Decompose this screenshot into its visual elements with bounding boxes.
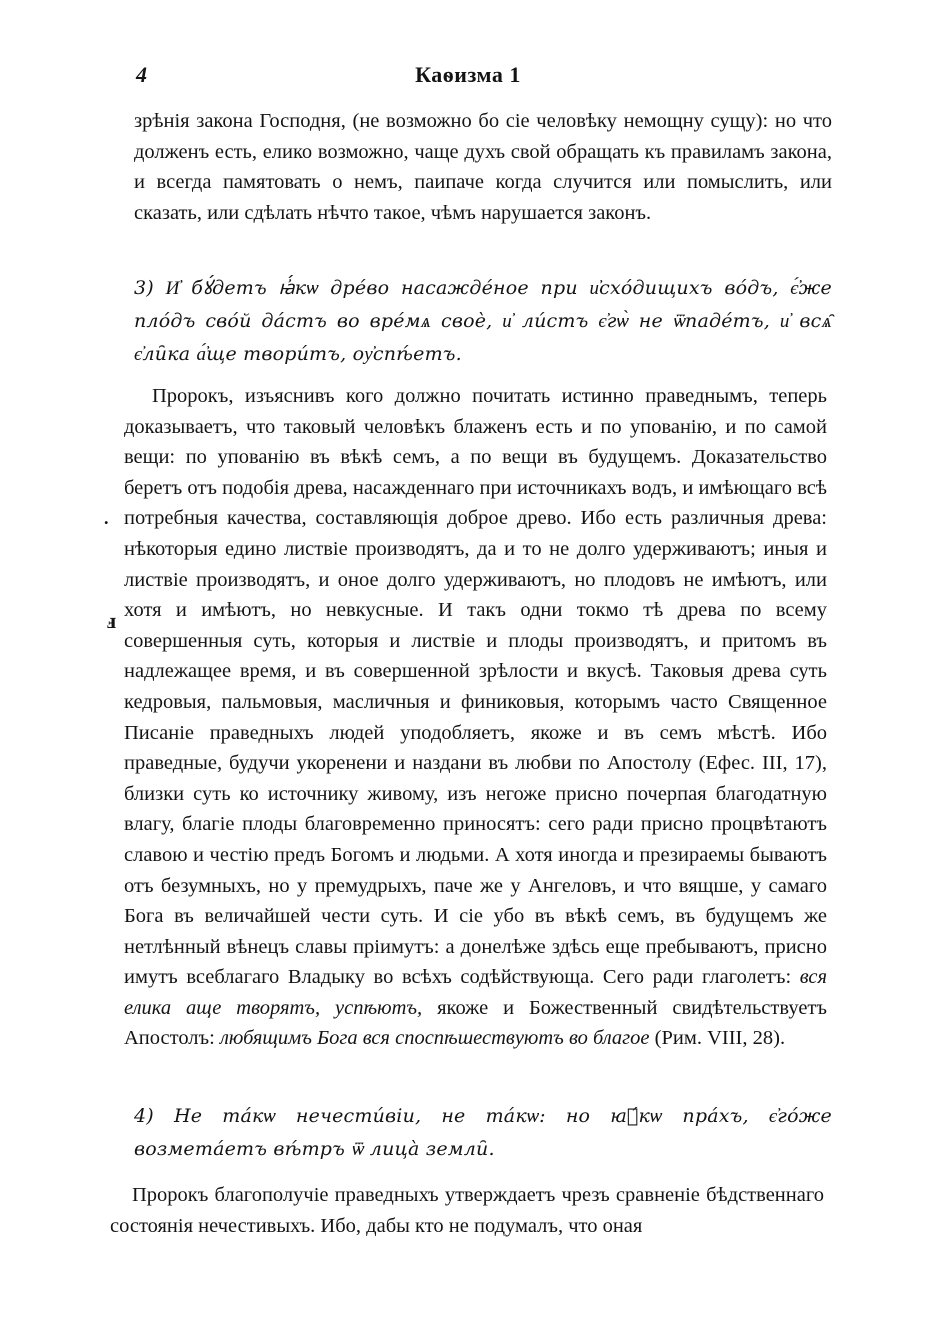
scripture-reference: (Рим. VIII, 28).: [654, 1027, 786, 1050]
commentary-paragraph-2: [124, 381, 827, 1054]
scripture-quote-2: любящимъ Бога вся споспѣшествуютъ во благое: [219, 1027, 650, 1050]
psalm-verse-4: 4) Не та́кѡ нечести́віи, не та́кѡ: но ꙗ҆́кѡ пра́хъ, є҆го́же возмета́етъ вѣ́тръ ѿ лица̀ земли̑.: [134, 1105, 832, 1160]
margin-flourish-mark: ⅎ: [106, 608, 117, 633]
margin-dot-mark: .: [104, 508, 109, 528]
commentary-paragraph-3: Пророкъ благополучіе праведныхъ утверждаетъ чрезъ сравненіе бѣдственнаго состоянія нечестивыхъ. Ибо, дабы кто не подумалъ, что оная: [110, 1184, 824, 1237]
page-header: [0, 62, 936, 92]
running-title: Каѳизма 1: [415, 62, 521, 87]
commentary-paragraph-1: зрѣнія закона Господня, (не возможно бо сіе человѣку немощну сущу): но что долженъ есть, елико возможно, чаще духъ свой обращать къ правиламъ закона, и всегда памятовать о немъ, паипаче когда случится или помыслить, или сказать, или сдѣлать нѣчто такое, чѣмъ нарушается законъ.: [134, 110, 832, 224]
page-number: 4: [136, 62, 147, 87]
psalm-verse-3: 3) И҆ бꙋ́детъ ꙗ҆́кѡ дре́во насажде́ное при и҆схо́дищихъ во́дъ, є҆́же пло́дъ сво́й да́стъ во вре́мѧ своѐ, и҆ ли́стъ є҆гѡ̀ не ѿпаде́тъ, и҆ всѧ̑ є҆ли̑ка а҆́ще твори́тъ, оу҆спѣ́етъ.: [134, 277, 832, 365]
scripture-quote-1: вся елика аще творятъ, успѣютъ,: [124, 966, 827, 1019]
commentary-paragraph-2-text: Пророкъ, изъяснивъ кого должно почитать истинно праведнымъ, теперь доказываетъ, что таковый человѣкъ блаженъ есть и по упованію, и по самой вещи: по упованію въ вѣкѣ семъ, а по вещи въ будущемъ. Доказательство беретъ отъ подобія древа, насажденнаго при источникахъ водъ, и имѣющаго всѣ потребныя качества, составляющія доброе древо. Ибо есть различныя древа: нѣкоторыя едино листвіе производятъ, да и то не долго удерживаютъ; иныя и листвіе производятъ, и оное долго удерживаютъ, но плодовъ не имѣютъ, или хотя и имѣютъ, но невкусные. И такъ одни токмо тѣ древа по всему совершенныя суть, которыя и листвіе и плоды производятъ, и притомъ въ надлежащее время, и въ совершенной зрѣлости и вкусѣ. Таковыя древа суть кедровыя, пальмовыя, масличныя и финиковыя, которымъ часто Священное Писаніе праведныхъ людей уподобляетъ, якоже и въ семъ мѣстѣ. Ибо праведные, будучи укоренени и наздани въ любви по Апостолу (Ефес. III, 17), близки суть ко источнику живому, изъ негоже присно почерпая благодатную влагу, благіе плоды благовременно приносятъ: сего ради присно процвѣтаютъ славою и честію предъ Богомъ и людьми. А хотя иногда и презираемы бываютъ отъ безумныхъ, но у премудрыхъ, паче же у Ангеловъ, и что вящше, у самаго Бога въ величайшей чести суть. И сіе убо въ вѣкѣ семъ, въ будущемъ же нетлѣнный вѣнецъ славы пріимутъ: а донелѣже здѣсь еще пребываютъ, присно имутъ всеблагаго Владыку во всѣхъ содѣйствующа. Сего ради глаголетъ:: [124, 385, 827, 989]
commentary-paragraph-2-continuation: якоже и Божественный свидѣтельствуетъ Апостолъ:: [124, 996, 827, 1050]
